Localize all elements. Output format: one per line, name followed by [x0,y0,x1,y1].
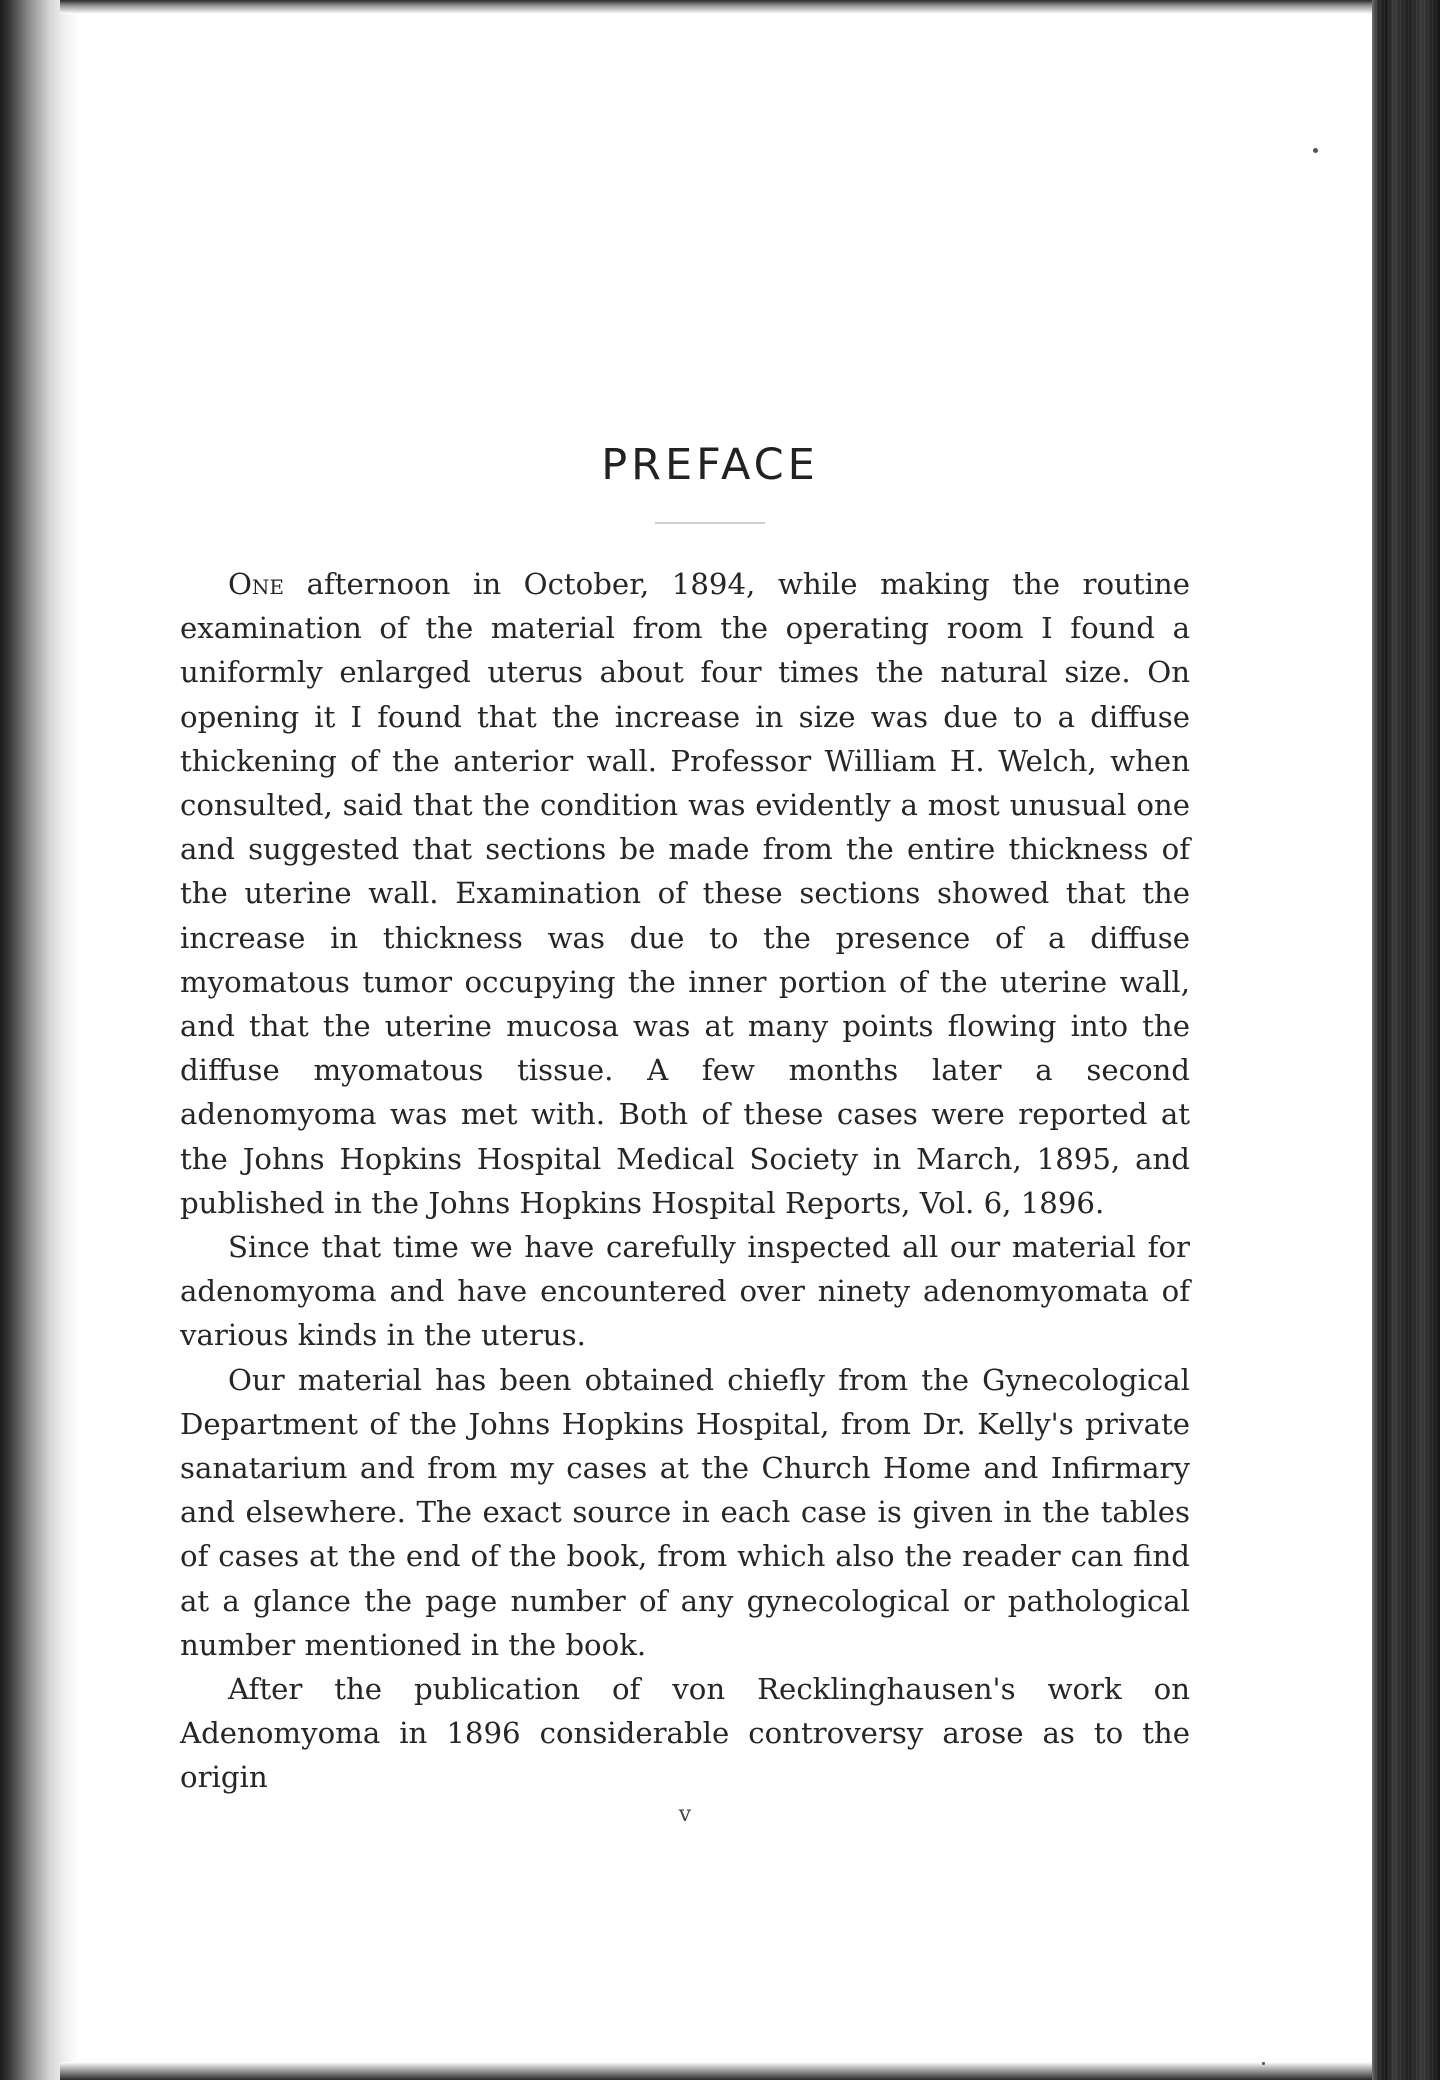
page-number: v [678,1801,692,1827]
paragraph-lead-smallcaps: One [228,567,285,601]
left-page-edge [0,0,80,2080]
top-page-edge [60,0,1380,14]
page-title: PREFACE [601,440,819,490]
bottom-page-edge [60,2062,1380,2080]
dust-speck [1262,2062,1265,2065]
paragraph-3: Our material has been obtained chiefly from the Gynecological Department of the Johns Hopkins Hospital, from Dr. Kelly's private sanatarium and from my cases at the Church Home and Infirmary and elsewhere. The exact source in each case is given in the tables of cases at the end of the book, from which also the reader can find at a glance the page number of any gynecological or pathological number mentioned in the book. [180,1362,1190,1662]
paragraph-4: After the publication of von Recklinghausen's work on Adenomyoma in 1896 considerable controversy arose as to the origin [180,1672,1190,1795]
book-fore-edge [1372,0,1440,2080]
paragraph-2: Since that time we have carefully inspected all our material for adenomyoma and have encountered over ninety adenomyomata of various kinds in the uterus. [180,1230,1190,1353]
book-page [180,440,1190,1827]
title-rule [655,522,765,524]
paragraph-1-text: afternoon in October, 1894, while making the routine examination of the material from the operating room I found a uniformly enlarged uterus about four times the natural size. On opening it I found that the increase in size was due to a diffuse thickening of the anterior wall. Professor William H. Welch, when consulted, said that the condition was evidently a most unusual one and suggested that sections be made from the entire thickness of the uterine wall. Examination of these sections showed that the increase in thickness was due to the presence of a diffuse myomatous tumor occupying the inner portion of the uterine wall, and that the uterine mucosa was at many points flowing into the diffuse myomatous tissue. A few months later a second adenomyoma was met with. Both of these cases were reported at the Johns Hopkins Hospital Medical Society in March, 1895, and published in the Johns Hopkins Hospital Reports, Vol. 6, 1896. [180,567,1190,1220]
preface-body [180,562,1190,1800]
dust-speck [1313,148,1318,153]
paragraph-1 [180,562,1190,1225]
